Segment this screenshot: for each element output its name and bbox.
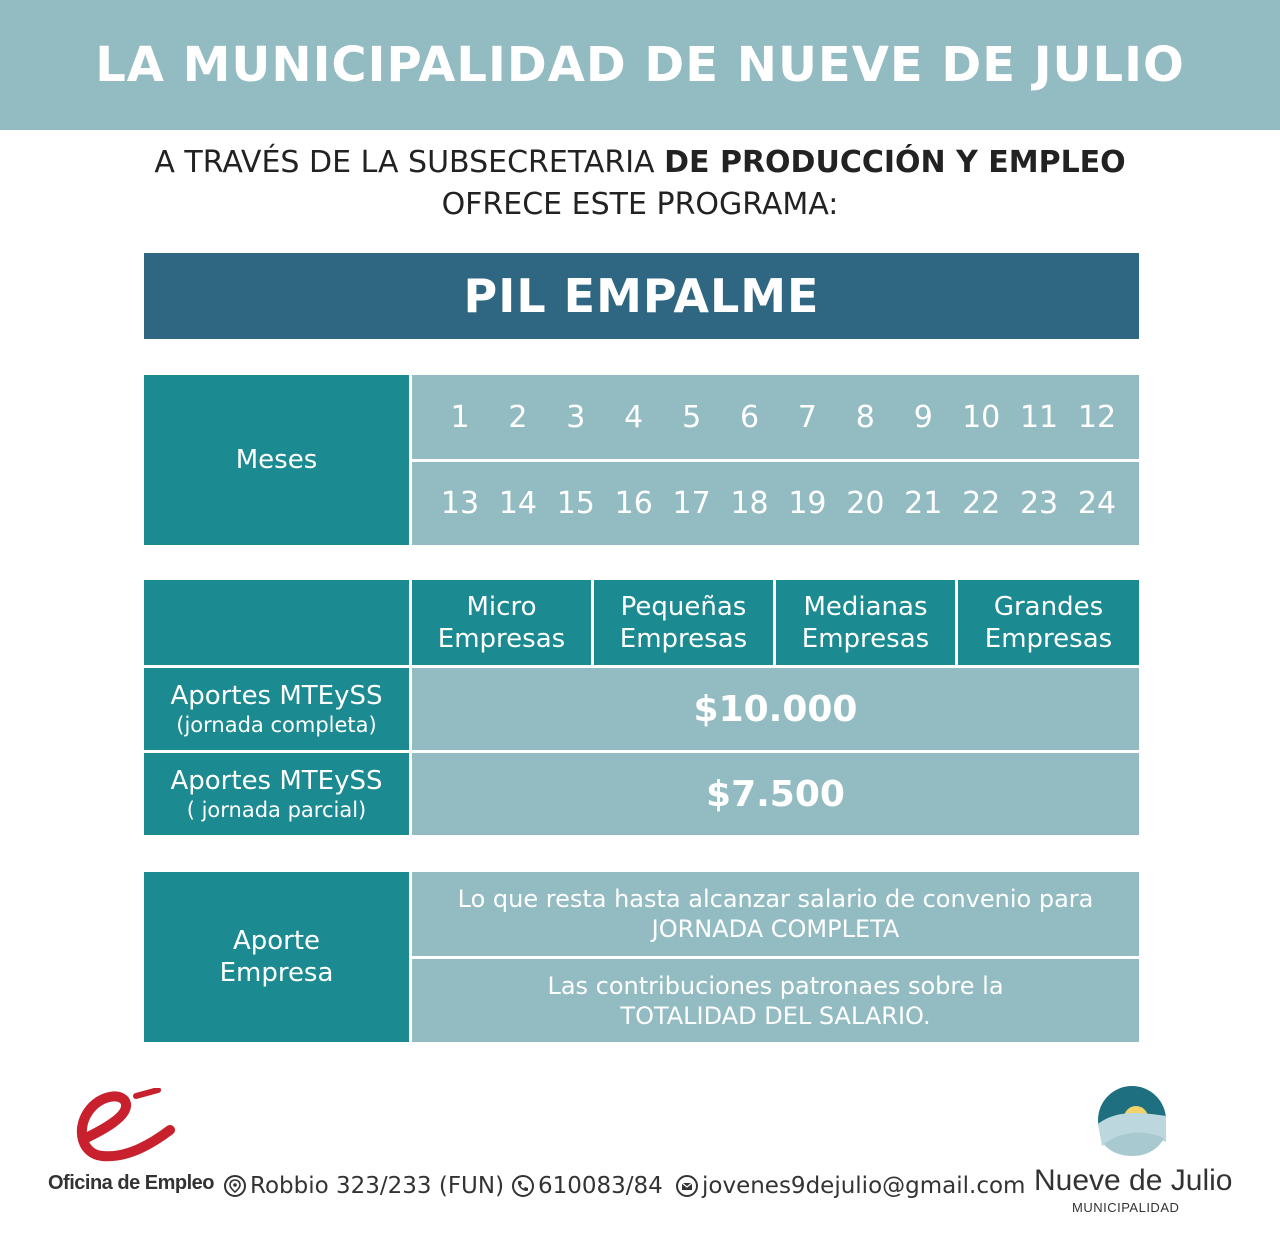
company-item-2: Las contribuciones patronaes sobre la TOTALIDAD DEL SALARIO. — [412, 959, 1139, 1042]
program-title: PIL EMPALME — [144, 253, 1139, 339]
month-cell: 15 — [556, 486, 595, 521]
company-label-cell: Aporte Empresa — [144, 872, 409, 1042]
office-name: Oficina de Empleo — [48, 1172, 214, 1194]
company-item-1: Lo que resta hasta alcanzar salario de convenio para JORNADA COMPLETA — [412, 872, 1139, 956]
page-title: LA MUNICIPALIDAD DE NUEVE DE JULIO — [95, 37, 1185, 93]
phone-contact — [512, 1173, 663, 1199]
month-cell: 19 — [788, 486, 827, 521]
month-cell: 10 — [962, 399, 1001, 435]
month-cell: 21 — [904, 486, 943, 521]
subtitle-prefix: A TRAVÉS DE LA SUBSECRETARIA — [154, 145, 655, 180]
months-label-cell — [144, 375, 409, 545]
month-cell: 9 — [913, 399, 933, 435]
month-cell: 24 — [1077, 486, 1117, 521]
month-cell: 20 — [846, 486, 885, 521]
month-cell: 7 — [797, 399, 817, 435]
contributions-corner-cell — [144, 580, 409, 665]
email-text: jovenes9dejulio@gmail.com — [702, 1173, 1026, 1199]
month-cell: 2 — [508, 399, 528, 435]
month-cell: 4 — [624, 399, 644, 435]
municipality-name: Nueve de Julio — [1034, 1164, 1233, 1197]
header-banner — [0, 0, 1280, 130]
month-cell: 3 — [566, 399, 586, 435]
column-header-micro: Micro Empresas — [412, 580, 591, 665]
subtitle-bold: DE PRODUCCIÓN Y EMPLEO — [664, 145, 1126, 180]
phone-text: 610083/84 — [538, 1173, 663, 1199]
months-row-2 — [412, 462, 1139, 545]
month-cell: 11 — [1019, 399, 1059, 435]
oficina-empleo-logo-icon — [66, 1088, 178, 1170]
column-header-medianas: Medianas Empresas — [776, 580, 955, 665]
row-label-jornada-completa: Aportes MTEySS (jornada completa) — [144, 668, 409, 750]
phone-icon — [512, 1175, 534, 1197]
subtitle-line-1 — [0, 142, 1280, 184]
municipality-subtitle: MUNICIPALIDAD — [1072, 1200, 1180, 1215]
address-contact — [224, 1173, 504, 1199]
month-cell: 14 — [498, 486, 537, 521]
column-header-grandes: Grandes Empresas — [958, 580, 1139, 665]
row-value-jornada-parcial: $7.500 — [412, 753, 1139, 835]
location-pin-icon — [224, 1175, 246, 1197]
subtitle-line-2: OFRECE ESTE PROGRAMA: — [441, 187, 839, 222]
municipality-logo-icon — [1096, 1080, 1168, 1162]
month-cell: 16 — [614, 486, 653, 521]
month-cell: 1 — [450, 399, 470, 435]
email-icon — [676, 1175, 698, 1197]
month-cell: 18 — [730, 486, 769, 521]
column-header-pequenas: Pequeñas Empresas — [594, 580, 773, 665]
email-contact — [676, 1173, 1025, 1199]
month-cell: 12 — [1077, 399, 1117, 435]
month-cell: 13 — [440, 486, 480, 521]
footer — [0, 1080, 1280, 1247]
subtitle — [0, 142, 1280, 226]
row-value-jornada-completa: $10.000 — [412, 668, 1139, 750]
address-text: Robbio 323/233 (FUN) — [250, 1173, 505, 1199]
month-cell: 6 — [739, 399, 760, 435]
row-label-jornada-parcial: Aportes MTEySS ( jornada parcial) — [144, 753, 409, 835]
month-cell: 17 — [672, 486, 711, 521]
month-cell: 22 — [962, 486, 1001, 521]
months-label: Meses — [235, 445, 318, 475]
month-cell: 8 — [855, 399, 875, 435]
month-cell: 23 — [1019, 486, 1059, 521]
month-cell: 5 — [682, 399, 702, 435]
months-row-1 — [412, 375, 1139, 459]
